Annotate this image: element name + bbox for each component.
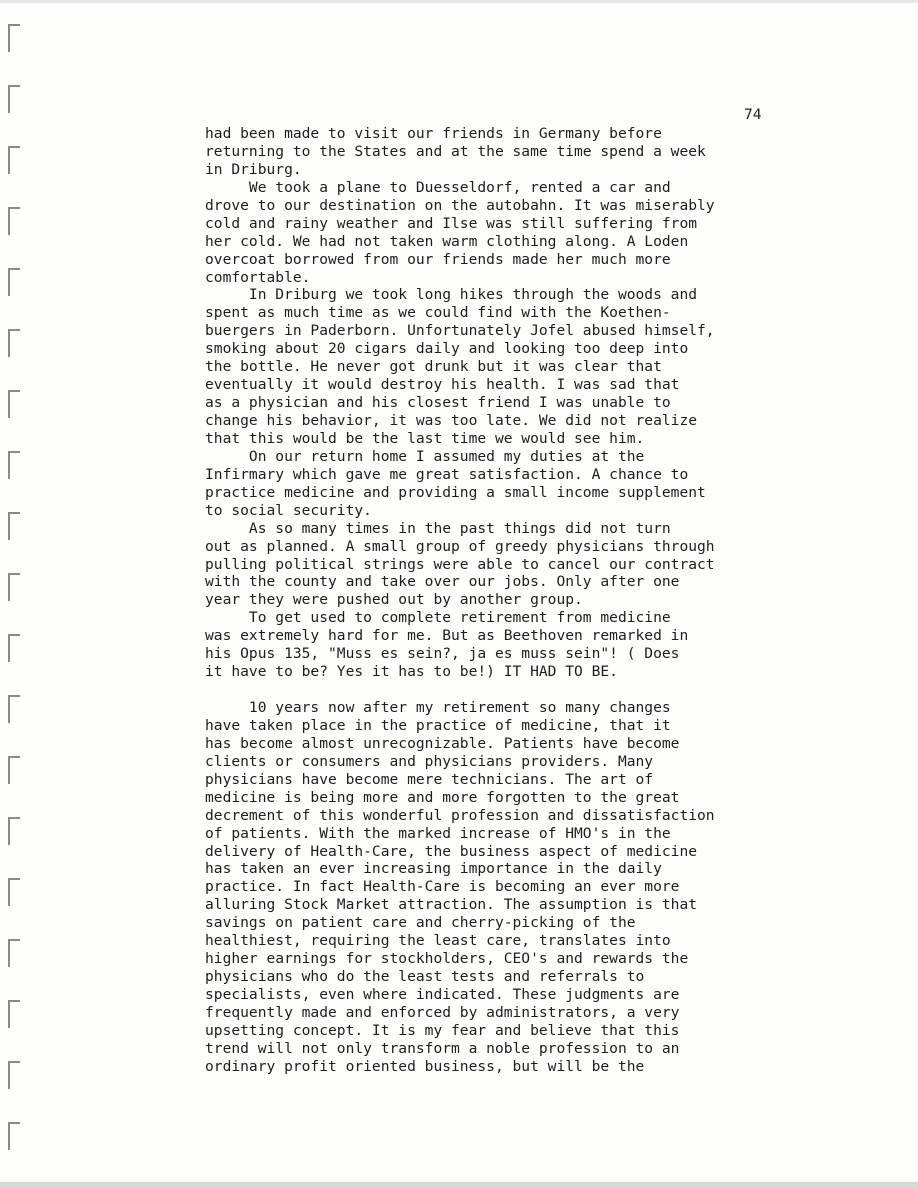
text-line: cold and rainy weather and Ilse was still suffering from — [205, 214, 698, 232]
text-line: practice medicine and providing a small income supplement — [205, 483, 706, 501]
text-line: as a physician and his closest friend I was unable to — [205, 394, 671, 412]
text-line: of patients. With the marked increase of HMO's in the — [205, 824, 671, 842]
page-top-edge — [0, 0, 918, 3]
text-line: had been made to visit our friends in Germany before — [205, 125, 662, 142]
text-line: spent as much time as we could find with the Koethen- — [205, 304, 671, 322]
binder-mark — [8, 329, 20, 357]
text-line: was extremely hard for me. But as Beethoven remarked in — [205, 627, 689, 645]
text-line: has taken an ever increasing importance in the daily — [205, 860, 662, 878]
page-bottom-edge — [0, 1182, 918, 1188]
text-line: specialists, even where indicated. These judgments are — [205, 986, 680, 1003]
text-line: Infirmary which gave me great satisfaction. A chance to — [205, 465, 689, 483]
text-line: decrement of this wonderful profession and dissatisfaction — [205, 806, 715, 824]
text-line: delivery of Health-Care, the business aspect of medicine — [205, 842, 698, 860]
text-line: to social security. — [205, 501, 372, 519]
text-line: his Opus 135, "Muss es sein?, ja es muss sein"! ( Does — [205, 645, 680, 663]
text-line: with the county and take over our jobs. Only after one — [205, 573, 680, 591]
binder-mark — [8, 24, 20, 52]
text-line: that this would be the last time we would see him. — [205, 429, 645, 447]
binder-mark — [8, 512, 20, 540]
text-line: the bottle. He never got drunk but it was clear that — [205, 358, 662, 376]
text-line: savings on patient care and cherry-picking of the — [205, 914, 636, 932]
binder-mark — [8, 1122, 20, 1150]
binder-mark — [8, 695, 20, 723]
binder-mark — [8, 1061, 20, 1089]
page-number: 74 — [744, 106, 762, 123]
text-line: We took a plane to Duesseldorf, rented a car and — [205, 178, 671, 196]
text-line: pulling political strings were able to cancel our contract — [205, 555, 715, 573]
text-line: have taken place in the practice of medicine, that it — [205, 716, 671, 734]
text-line: comfortable. — [205, 268, 311, 286]
text-line: in Driburg. — [205, 160, 302, 178]
binder-mark — [8, 207, 20, 235]
binder-mark — [8, 85, 20, 113]
body-text — [205, 125, 715, 1076]
binder-mark — [8, 756, 20, 784]
text-line: clients or consumers and physicians providers. Many — [205, 752, 654, 770]
binder-mark — [8, 390, 20, 418]
text-line: has become almost unrecognizable. Patients have become — [205, 734, 680, 752]
text-line: trend will not only transform a noble profession to an — [205, 1039, 680, 1057]
text-line: year they were pushed out by another group. — [205, 591, 583, 609]
text-line: In Driburg we took long hikes through the woods and — [205, 286, 698, 304]
text-line: upsetting concept. It is my fear and believe that this — [205, 1021, 680, 1039]
binder-mark — [8, 939, 20, 967]
text-line: 10 years now after my retirement so many changes — [205, 699, 671, 716]
text-line: buergers in Paderborn. Unfortunately Jofel abused himself, — [205, 322, 715, 340]
binder-mark — [8, 451, 20, 479]
binder-mark — [8, 634, 20, 662]
binder-mark — [8, 268, 20, 296]
text-line: On our return home I assumed my duties at the — [205, 447, 645, 465]
text-line: alluring Stock Market attraction. The assumption is that — [205, 896, 698, 914]
text-line: As so many times in the past things did not turn — [205, 519, 671, 537]
text-line: ordinary profit oriented business, but will be the — [205, 1057, 645, 1075]
binder-hole-marks — [0, 0, 30, 1188]
text-line: healthiest, requiring the least care, translates into — [205, 932, 671, 950]
text-line: it have to be? Yes it has to be!) IT HAD TO BE. — [205, 663, 618, 681]
text-line: drove to our destination on the autobahn. It was miserably — [205, 196, 715, 214]
text-line: practice. In fact Health-Care is becoming an ever more — [205, 878, 680, 896]
text-line: physicians have become mere technicians. The art of — [205, 770, 654, 788]
text-line: out as planned. A small group of greedy physicians through — [205, 537, 715, 555]
text-line: returning to the States and at the same time spend a week — [205, 142, 706, 160]
text-line: overcoat borrowed from our friends made her much more — [205, 250, 671, 268]
text-line: medicine is being more and more forgotten to the great — [205, 788, 680, 806]
text-line — [205, 681, 715, 699]
text-line: higher earnings for stockholders, CEO's and rewards the — [205, 950, 689, 968]
text-line: her cold. We had not taken warm clothing along. A Loden — [205, 232, 689, 250]
binder-mark — [8, 817, 20, 845]
binder-mark — [8, 146, 20, 174]
text-line: change his behavior, it was too late. We did not realize — [205, 412, 698, 429]
binder-mark — [8, 573, 20, 601]
text-line: eventually it would destroy his health. I was sad that — [205, 376, 680, 394]
binder-mark — [8, 878, 20, 906]
text-line: physicians who do the least tests and referrals to — [205, 968, 645, 986]
text-line: To get used to complete retirement from medicine — [205, 609, 671, 627]
text-line: smoking about 20 cigars daily and looking too deep into — [205, 340, 689, 358]
text-line: frequently made and enforced by administrators, a very — [205, 1003, 680, 1021]
binder-mark — [8, 1000, 20, 1028]
